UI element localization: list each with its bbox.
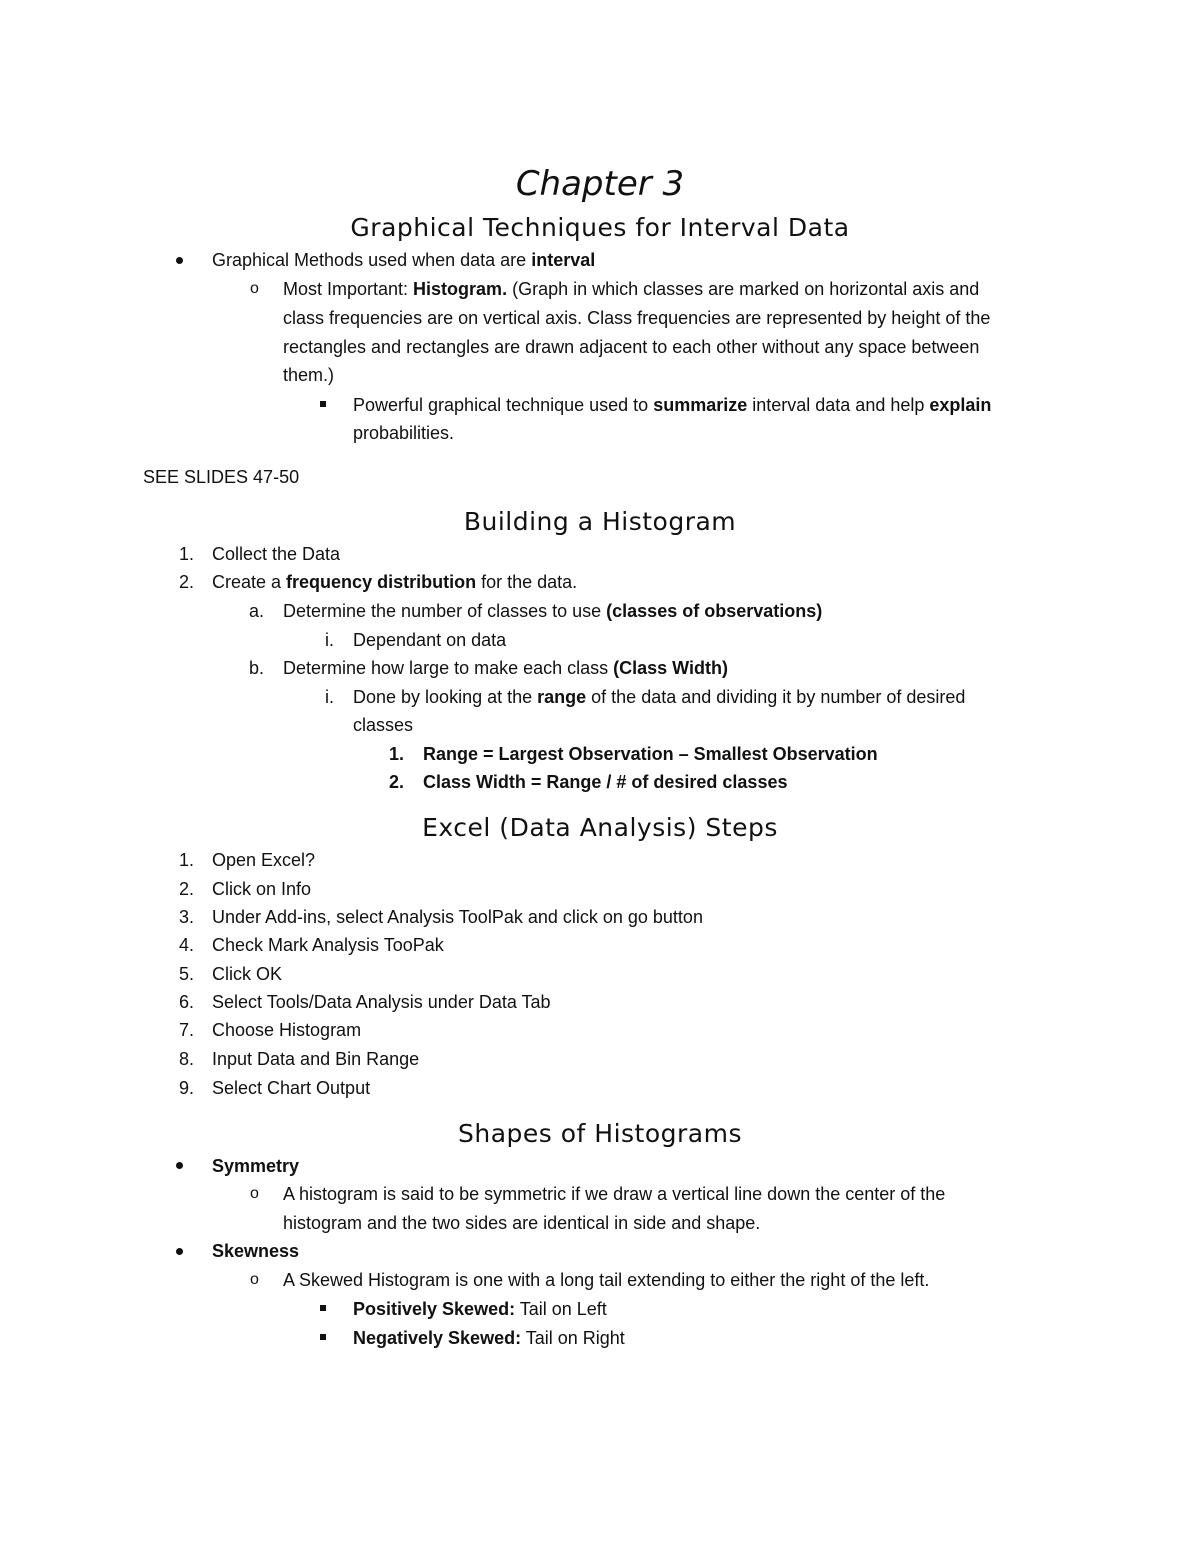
bullet-circle: o	[250, 280, 259, 297]
sub-bullet-histogram-line4: them.)	[283, 365, 335, 385]
step-item: Click OK	[212, 964, 283, 984]
heading-shapes-of-histograms: Shapes of Histograms	[457, 1119, 742, 1148]
formula-range: Range = Largest Observation – Smallest Observation	[423, 744, 878, 764]
list-roman: i.	[325, 687, 334, 707]
bullet-dot	[176, 257, 183, 264]
sub-bullet-histogram-line3: rectangles and rectangles are drawn adjacent to each other without any space between	[283, 337, 980, 357]
see-slides-note: SEE SLIDES 47-50	[143, 467, 300, 487]
list-item-range-line2: classes	[353, 715, 414, 735]
bullet-circle: o	[250, 1185, 259, 1202]
step-item: Click on Info	[212, 879, 312, 899]
list-number: 5.	[178, 964, 194, 984]
list-number: 1.	[388, 744, 404, 764]
list-number: 3.	[178, 907, 194, 927]
list-number: 2.	[388, 772, 404, 792]
list-item-collect-data: Collect the Data	[212, 544, 341, 564]
list-number: 6.	[178, 992, 194, 1012]
list-item-number-of-classes: Determine the number of classes to use (classes of observations)	[283, 601, 823, 621]
bullet-skewness: Skewness	[212, 1241, 300, 1261]
list-number: 2.	[178, 572, 194, 592]
negatively-skewed-item: Negatively Skewed: Tail on Right	[353, 1328, 625, 1348]
symmetry-desc-line2: histogram and the two sides are identical in side and shape.	[283, 1213, 761, 1233]
heading-excel-steps: Excel (Data Analysis) Steps	[422, 813, 778, 842]
list-number: 8.	[178, 1049, 194, 1069]
heading-building-histogram: Building a Histogram	[463, 507, 737, 536]
step-item: Choose Histogram	[212, 1020, 362, 1040]
step-item: Input Data and Bin Range	[212, 1049, 420, 1069]
bullet-square	[320, 401, 326, 407]
positively-skewed-item: Positively Skewed: Tail on Left	[353, 1299, 607, 1319]
sub-bullet-histogram-line2: class frequencies are on vertical axis. Class frequencies are represented by height of the	[283, 308, 991, 328]
formula-class-width: Class Width = Range / # of desired classes	[423, 772, 788, 792]
sub-bullet-histogram-line1: Most Important: Histogram. (Graph in which classes are marked on horizontal axis and	[283, 279, 980, 299]
list-item-dependant-on-data: Dependant on data	[353, 630, 507, 650]
step-item: Open Excel?	[212, 850, 316, 870]
heading-graphical-techniques: Graphical Techniques for Interval Data	[350, 213, 850, 242]
symmetry-desc-line1: A histogram is said to be symmetric if we draw a vertical line down the center of the	[283, 1184, 946, 1204]
list-number: 1.	[178, 544, 194, 564]
step-item: Check Mark Analysis TooPak	[212, 935, 444, 955]
bullet-dot	[176, 1248, 183, 1255]
bullet-symmetry: Symmetry	[212, 1156, 300, 1176]
bullet-graphical-methods: Graphical Methods used when data are interval	[212, 250, 596, 270]
list-number: 4.	[178, 935, 194, 955]
skewness-desc: A Skewed Histogram is one with a long tail extending to either the right of the left.	[283, 1270, 930, 1290]
list-item-range-line1: Done by looking at the range of the data and dividing it by number of desired	[353, 687, 966, 707]
list-number: 2.	[178, 879, 194, 899]
sub-sub-bullet-powerful-line2: probabilities.	[353, 423, 455, 443]
bullet-dot	[176, 1162, 183, 1169]
step-item: Select Tools/Data Analysis under Data Tab	[212, 992, 551, 1012]
bullet-circle: o	[250, 1271, 259, 1288]
list-letter: a.	[248, 601, 264, 621]
bullet-square	[320, 1305, 326, 1311]
list-number: 9.	[178, 1078, 194, 1098]
sub-sub-bullet-powerful-line1: Powerful graphical technique used to summarize interval data and help explain	[353, 395, 992, 415]
list-item-frequency-distribution: Create a frequency distribution for the data.	[212, 572, 578, 592]
bullet-square	[320, 1334, 326, 1340]
step-item: Select Chart Output	[212, 1078, 371, 1098]
list-number: 7.	[178, 1020, 194, 1040]
step-item: Under Add-ins, select Analysis ToolPak and click on go button	[212, 907, 703, 927]
list-letter: b.	[248, 658, 264, 678]
list-item-class-width: Determine how large to make each class (Class Width)	[283, 658, 728, 678]
page-title: Chapter 3	[515, 164, 685, 204]
list-roman: i.	[325, 630, 334, 650]
list-number: 1.	[178, 850, 194, 870]
